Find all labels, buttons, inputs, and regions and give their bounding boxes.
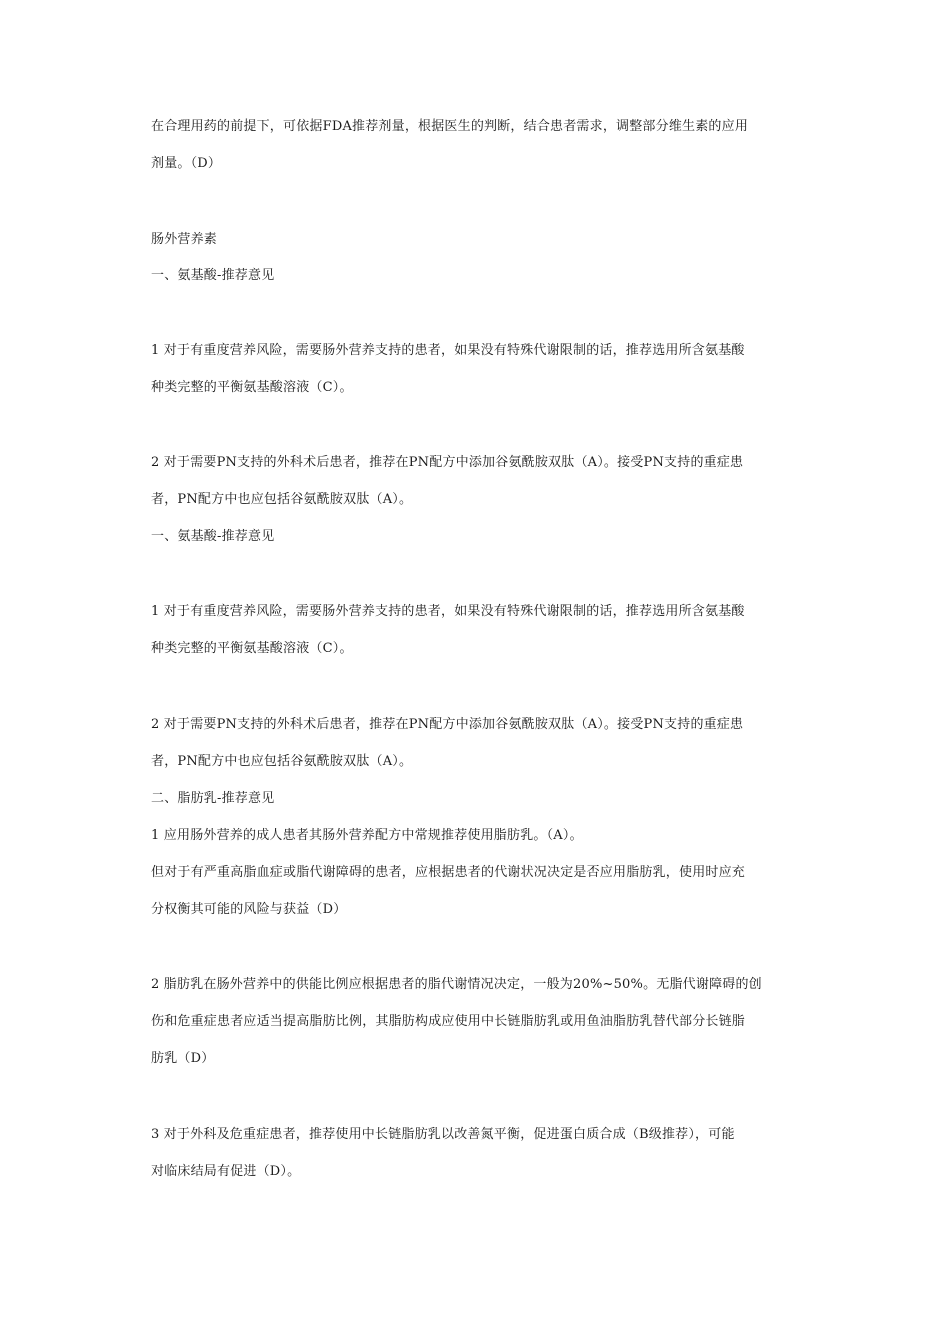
subheading-fat-emulsion: 二、脂肪乳-推荐意见 — [151, 791, 275, 806]
fat-emulsion-rec-2-line-2: 伤和危重症患者应适当提高脂肪比例，其脂肪构成应使用中长链脂肪乳或用鱼油脂肪乳替代部分长链脂 — [151, 1014, 746, 1029]
amino-acid-rec-2b-line-1: 2 对于需要PN支持的外科术后患者，推荐在PN配方中添加谷氨酰胺双肽（A）。接受PN支持的重症患 — [151, 717, 744, 732]
paragraph-vitamin-dose-line-2: 剂量。（D） — [151, 156, 222, 171]
fat-emulsion-rec-1-caveat-line-2: 分权衡其可能的风险与获益（D） — [151, 902, 347, 917]
amino-acid-rec-1-line-1: 1 对于有重度营养风险，需要肠外营养支持的患者，如果没有特殊代谢限制的话，推荐选用所含氨基酸 — [151, 343, 745, 358]
fat-emulsion-rec-3-line-1: 3 对于外科及危重症患者，推荐使用中长链脂肪乳以改善氮平衡，促进蛋白质合成（B级推荐），可能 — [151, 1127, 735, 1142]
amino-acid-rec-2b-line-2: 者，PN配方中也应包括谷氨酰胺双肽（A）。 — [151, 754, 413, 769]
paragraph-vitamin-dose-line-1: 在合理用药的前提下，可依据FDA推荐剂量，根据医生的判断，结合患者需求，调整部分维生素的应用 — [151, 119, 749, 134]
amino-acid-rec-1b-line-2: 种类完整的平衡氨基酸溶液（C）。 — [151, 641, 353, 656]
fat-emulsion-rec-3-line-2: 对临床结局有促进（D）。 — [151, 1164, 301, 1179]
section-heading-parenteral-nutrients: 肠外营养素 — [151, 232, 218, 247]
subheading-amino-acid-1: 一、氨基酸-推荐意见 — [151, 268, 275, 283]
fat-emulsion-rec-1-caveat-line-1: 但对于有严重高脂血症或脂代谢障碍的患者，应根据患者的代谢状况决定是否应用脂肪乳，使用时应充 — [151, 865, 746, 880]
fat-emulsion-rec-2-line-3: 肪乳（D） — [151, 1051, 215, 1066]
fat-emulsion-rec-2-line-1: 2 脂肪乳在肠外营养中的供能比例应根据患者的脂代谢情况决定，一般为20%~50%。无脂代谢障碍的创 — [151, 977, 762, 992]
subheading-amino-acid-2: 一、氨基酸-推荐意见 — [151, 529, 275, 544]
amino-acid-rec-1b-line-1: 1 对于有重度营养风险，需要肠外营养支持的患者，如果没有特殊代谢限制的话，推荐选用所含氨基酸 — [151, 604, 745, 619]
fat-emulsion-rec-1: 1 应用肠外营养的成人患者其肠外营养配方中常规推荐使用脂肪乳。（A）。 — [151, 828, 583, 843]
amino-acid-rec-2-line-2: 者，PN配方中也应包括谷氨酰胺双肽（A）。 — [151, 492, 413, 507]
amino-acid-rec-1-line-2: 种类完整的平衡氨基酸溶液（C）。 — [151, 380, 353, 395]
amino-acid-rec-2-line-1: 2 对于需要PN支持的外科术后患者，推荐在PN配方中添加谷氨酰胺双肽（A）。接受PN支持的重症患 — [151, 455, 744, 470]
